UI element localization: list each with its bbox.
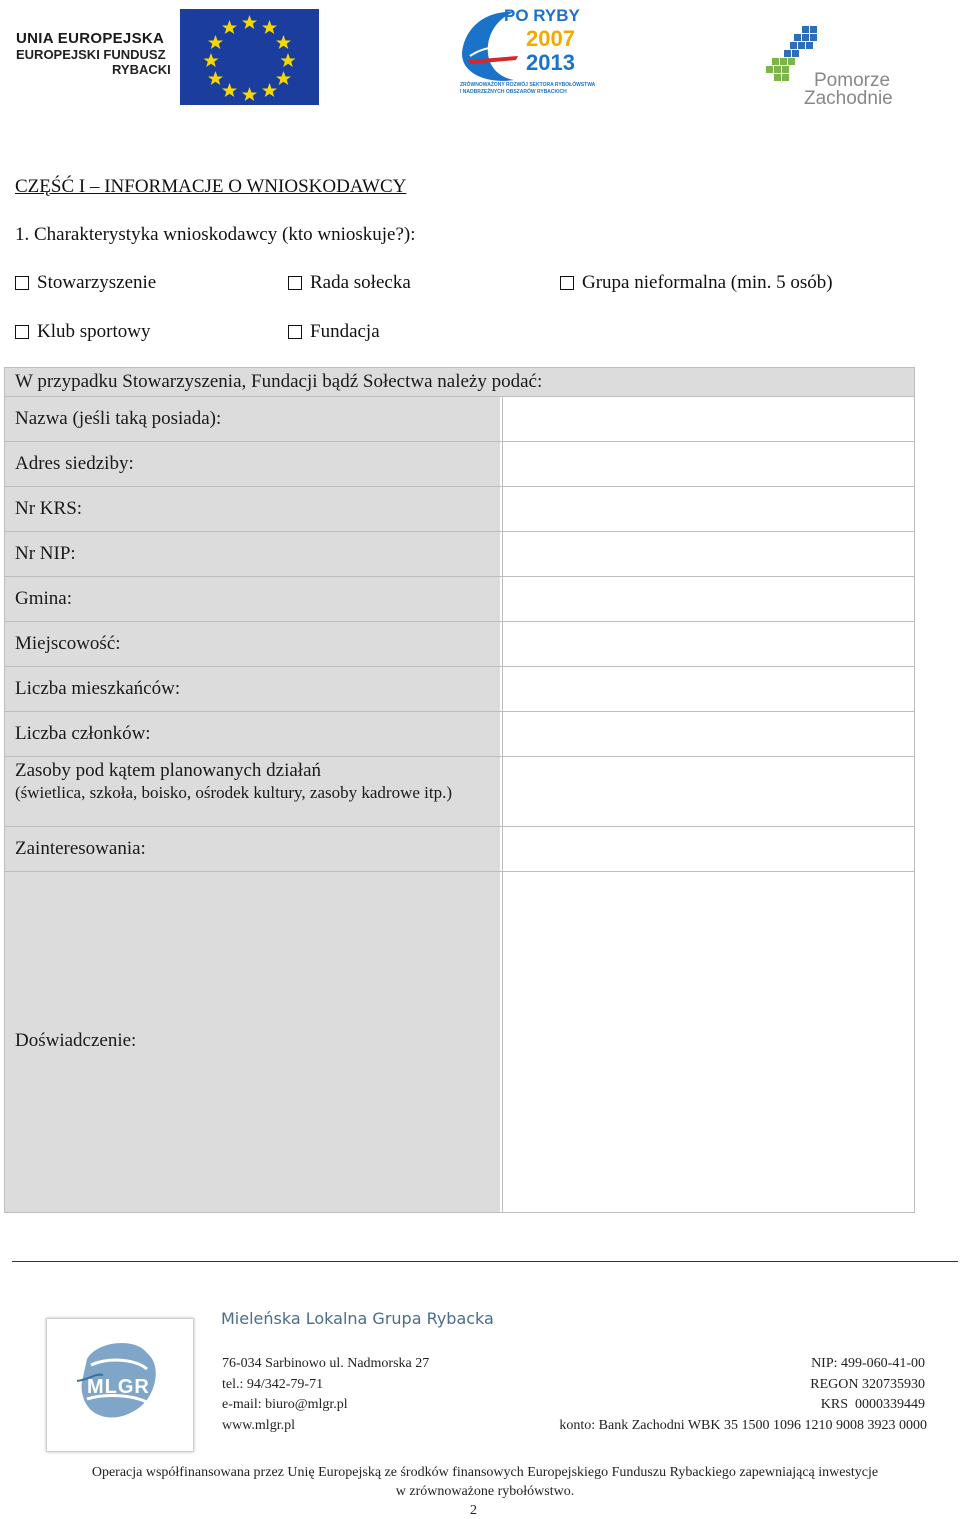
option-rada-solecka[interactable] bbox=[288, 272, 411, 294]
pomorze-word2: Zachodnie bbox=[804, 88, 893, 109]
checkbox-icon[interactable] bbox=[15, 325, 29, 339]
table-row bbox=[5, 397, 914, 442]
applicant-details-table bbox=[4, 367, 915, 1213]
operation-line2: w zrównoważone rybołówstwo. bbox=[395, 1484, 575, 1499]
po-ryby-logo bbox=[458, 4, 596, 100]
org-regon: REGON 320735930 bbox=[810, 1377, 925, 1392]
input-adres[interactable] bbox=[502, 442, 914, 486]
ue-line2: EUROPEJSKI FUNDUSZ bbox=[16, 47, 166, 62]
table-row bbox=[5, 487, 914, 532]
operation-line1: Operacja współfinansowana przez Unię Europejską ze środków finansowych Europejskiego Funduszu Rybackiego zapewniającą inwestycje bbox=[91, 1465, 879, 1480]
input-krs[interactable] bbox=[502, 487, 914, 531]
row-label-zasoby bbox=[5, 757, 502, 826]
input-liczba-mieszkancow[interactable] bbox=[502, 667, 914, 711]
table-row bbox=[5, 667, 914, 712]
table-row bbox=[5, 757, 914, 827]
row-label-adres: Adres siedziby: bbox=[5, 442, 502, 486]
row-label-nip: Nr NIP: bbox=[5, 532, 502, 576]
option-stowarzyszenie[interactable] bbox=[15, 272, 156, 294]
ryby-year2: 2013 bbox=[526, 50, 575, 75]
option-grupa-nieformalna[interactable] bbox=[560, 272, 833, 294]
mlgr-logo-text: MLGR bbox=[87, 1376, 150, 1398]
checkbox-icon[interactable] bbox=[15, 276, 29, 290]
ryby-sub2: I NADBRZEŻNYCH OBSZARÓW RYBACKICH bbox=[460, 89, 567, 95]
option-klub-sportowy[interactable] bbox=[15, 321, 150, 343]
input-zainteresowania[interactable] bbox=[502, 827, 914, 871]
option-label: Stowarzyszenie bbox=[37, 272, 157, 293]
pomorze-zachodnie-logo bbox=[762, 14, 902, 110]
org-name: Mieleńska Lokalna Grupa Rybacka bbox=[221, 1309, 494, 1328]
org-www[interactable]: www.mlgr.pl bbox=[222, 1418, 295, 1433]
input-miejscowosc[interactable] bbox=[502, 622, 914, 666]
ryby-top: PO RYBY bbox=[504, 6, 580, 25]
zasoby-sub: (świetlica, szkoła, boisko, ośrodek kultury, zasoby kadrowe itp.) bbox=[15, 783, 453, 802]
input-liczba-czlonkow[interactable] bbox=[502, 712, 914, 756]
input-nazwa[interactable] bbox=[502, 397, 914, 441]
input-doswiadczenie[interactable] bbox=[502, 872, 914, 1212]
page-number: 2 bbox=[470, 1503, 477, 1518]
row-label-doswiadczenie: Doświadczenie: bbox=[15, 1030, 137, 1051]
table-row bbox=[5, 532, 914, 577]
row-label-krs: Nr KRS: bbox=[5, 487, 502, 531]
org-email[interactable]: e-mail: biuro@mlgr.pl bbox=[222, 1397, 348, 1412]
option-fundacja[interactable] bbox=[288, 321, 380, 343]
table-header: W przypadku Stowarzyszenia, Fundacji bądź Sołectwa należy podać: bbox=[5, 368, 914, 397]
org-address: 76-034 Sarbinowo ul. Nadmorska 27 bbox=[222, 1356, 430, 1371]
zasoby-main: Zasoby pod kątem planowanych działań bbox=[15, 760, 322, 781]
option-label: Klub sportowy bbox=[37, 321, 151, 342]
table-row bbox=[5, 872, 914, 1213]
org-tel: tel.: 94/342-79-71 bbox=[222, 1377, 324, 1392]
checkbox-icon[interactable] bbox=[288, 325, 302, 339]
mlgr-logo bbox=[46, 1318, 194, 1452]
row-label-zainteresowania: Zainteresowania: bbox=[5, 827, 502, 871]
table-row bbox=[5, 442, 914, 487]
eu-fund-logo-text bbox=[16, 30, 176, 77]
row-label-miejscowosc: Miejscowość: bbox=[5, 622, 502, 666]
eu-flag-logo bbox=[180, 9, 319, 105]
option-label: Rada sołecka bbox=[310, 272, 411, 293]
question-1: 1. Charakterystyka wnioskodawcy (kto wnioskuje?): bbox=[15, 224, 416, 245]
org-nip: NIP: 499-060-41-00 bbox=[811, 1356, 925, 1371]
input-nip[interactable] bbox=[502, 532, 914, 576]
input-zasoby[interactable] bbox=[502, 757, 914, 826]
input-gmina[interactable] bbox=[502, 577, 914, 621]
org-krs: KRS 0000339449 bbox=[820, 1397, 925, 1412]
row-label-liczba-mieszkancow: Liczba mieszkańców: bbox=[5, 667, 502, 711]
row-label-gmina: Gmina: bbox=[5, 577, 502, 621]
org-konto: konto: Bank Zachodni WBK 35 1500 1096 1210 9008 3923 0000 bbox=[559, 1418, 927, 1433]
ryby-year1: 2007 bbox=[526, 26, 575, 51]
row-label-nazwa: Nazwa (jeśli taką posiada): bbox=[5, 397, 502, 441]
table-row bbox=[5, 622, 914, 667]
section-title: CZĘŚĆ I – INFORMACJE O WNIOSKODAWCY bbox=[15, 176, 407, 197]
ryby-sub1: ZRÓWNOWAŻONY ROZWÓJ SEKTORA RYBOŁÓWSTWA bbox=[460, 82, 596, 88]
table-row bbox=[5, 827, 914, 872]
checkbox-icon[interactable] bbox=[560, 276, 574, 290]
row-label-liczba-czlonkow: Liczba członków: bbox=[5, 712, 502, 756]
ue-line1: UNIA EUROPEJSKA bbox=[16, 30, 165, 47]
checkbox-icon[interactable] bbox=[288, 276, 302, 290]
option-label: Grupa nieformalna (min. 5 osób) bbox=[582, 272, 833, 293]
table-row bbox=[5, 577, 914, 622]
pomorze-word1: Pomorze bbox=[814, 70, 891, 91]
footer-divider bbox=[12, 1261, 958, 1262]
footer-operation-note bbox=[40, 1463, 930, 1501]
table-row bbox=[5, 712, 914, 757]
ue-line3: RYBACKI bbox=[112, 62, 171, 77]
row-label-doswiadczenie-cell bbox=[5, 872, 502, 1212]
option-label: Fundacja bbox=[310, 321, 380, 342]
